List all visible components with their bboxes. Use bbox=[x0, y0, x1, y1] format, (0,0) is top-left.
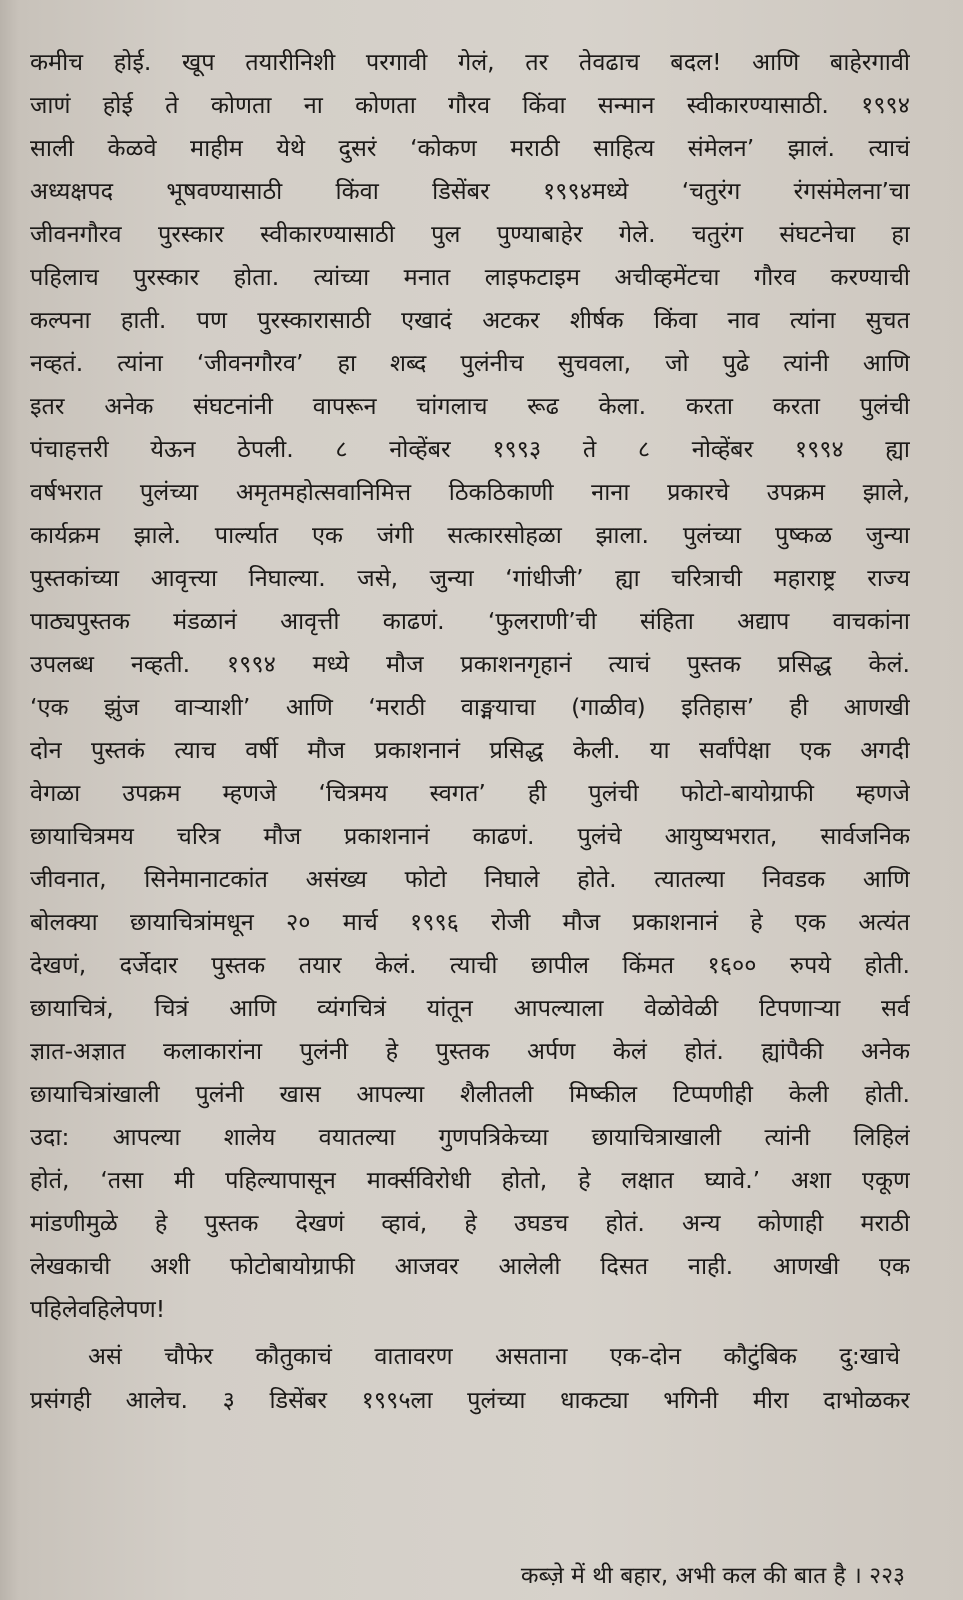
text-line: कमीच होई. खूप तयारीनिशी परगावी गेलं, तर तेवढाच बदल! आणि बाहेरगावी bbox=[30, 48, 910, 76]
text-line: वर्षभरात पुलंच्या अमृतमहोत्सवानिमित्त ठिकठिकाणी नाना प्रकारचे उपक्रम झाले, bbox=[30, 478, 910, 506]
running-footer-page-number: कब्ज़े में थी बहार, अभी कल की बात है । २२३ bbox=[520, 1563, 905, 1589]
text-line: ‘एक झुंज वाऱ्याशी’ आणि ‘मराठी वाङ्मयाचा (गाळीव) इतिहास’ ही आणखी bbox=[30, 693, 910, 721]
text-line: पहिलाच पुरस्कार होता. त्यांच्या मनात लाइफटाइम अचीव्हमेंटचा गौरव करण्याची bbox=[30, 263, 910, 291]
text-line: उपलब्ध नव्हती. १९९४ मध्ये मौज प्रकाशनगृहानं त्याचं पुस्तक प्रसिद्ध केलं. bbox=[30, 650, 910, 678]
text-line: छायाचित्रांखाली पुलंनी खास आपल्या शैलीतली मिष्कील टिप्पणीही केली होती. bbox=[30, 1080, 910, 1108]
text-line: उदा: आपल्या शालेय वयातल्या गुणपत्रिकेच्या छायाचित्राखाली त्यांनी लिहिलं bbox=[30, 1123, 910, 1151]
text-line: दोन पुस्तकं त्याच वर्षी मौज प्रकाशनानं प्रसिद्ध केली. या सर्वांपेक्षा एक अगदी bbox=[30, 736, 910, 764]
text-line: इतर अनेक संघटनांनी वापरून चांगलाच रूढ केला. करता करता पुलंची bbox=[30, 392, 910, 420]
text-line: पुस्तकांच्या आवृत्त्या निघाल्या. जसे, जुन्या ‘गांधीजी’ ह्या चरित्राची महाराष्ट्र राज्य bbox=[30, 564, 910, 592]
text-line: देखणं, दर्जेदार पुस्तक तयार केलं. त्याची छापील किंमत १६०० रुपये होती. bbox=[30, 951, 910, 979]
text-line: कल्पना हाती. पण पुरस्कारासाठी एखादं अटकर शीर्षक किंवा नाव त्यांना सुचत bbox=[30, 306, 910, 334]
text-line: बोलक्या छायाचित्रांमधून २० मार्च १९९६ रोजी मौज प्रकाशनानं हे एक अत्यंत bbox=[30, 908, 910, 936]
text-line: जाणं होई ते कोणता ना कोणता गौरव किंवा सन्मान स्वीकारण्यासाठी. १९९४ bbox=[30, 91, 910, 119]
text-line: कार्यक्रम झाले. पार्ल्यात एक जंगी सत्कारसोहळा झाला. पुलंच्या पुष्कळ जुन्या bbox=[30, 521, 910, 549]
text-line: नव्हतं. त्यांना ‘जीवनगौरव’ हा शब्द पुलंनीच सुचवला, जो पुढे त्यांनी आणि bbox=[30, 349, 910, 377]
text-line: छायाचित्रं, चित्रं आणि व्यंगचित्रं यांतून आपल्याला वेळोवेळी टिपणाऱ्या सर्व bbox=[30, 994, 910, 1022]
text-line: जीवनगौरव पुरस्कार स्वीकारण्यासाठी पुल पुण्याबाहेर गेले. चतुरंग संघटनेचा हा bbox=[30, 220, 910, 248]
text-line: प्रसंगही आलेच. ३ डिसेंबर १९९५ला पुलंच्या धाकट्या भगिनी मीरा दाभोळकर bbox=[30, 1386, 910, 1414]
text-line: पंचाहत्तरी येऊन ठेपली. ८ नोव्हेंबर १९९३ ते ८ नोव्हेंबर १९९४ ह्या bbox=[30, 435, 910, 463]
text-line: अध्यक्षपद भूषवण्यासाठी किंवा डिसेंबर १९९४मध्ये ‘चतुरंग रंगसंमेलना’चा bbox=[30, 177, 910, 205]
text-line: छायाचित्रमय चरित्र मौज प्रकाशनानं काढणं. पुलंचे आयुष्यभरात, सार्वजनिक bbox=[30, 822, 910, 850]
text-line: साली केळवे माहीम येथे दुसरं ‘कोकण मराठी साहित्य संमेलन’ झालं. त्याचं bbox=[30, 134, 910, 162]
text-line: पहिलेवहिलेपण! bbox=[30, 1295, 166, 1323]
text-line: वेगळा उपक्रम म्हणजे ‘चित्रमय स्वगत’ ही पुलंची फोटो-बायोग्राफी म्हणजे bbox=[30, 779, 910, 807]
text-line: पाठ्यपुस्तक मंडळानं आवृत्ती काढणं. ‘फुलराणी’ची संहिता अद्याप वाचकांना bbox=[30, 607, 910, 635]
text-line: मांडणीमुळे हे पुस्तक देखणं व्हावं, हे उघडच होतं. अन्य कोणाही मराठी bbox=[30, 1209, 910, 1237]
text-line: जीवनात, सिनेमानाटकांत असंख्य फोटो निघाले होते. त्यातल्या निवडक आणि bbox=[30, 865, 910, 893]
text-line: होतं, ‘तसा मी पहिल्यापासून मार्क्सविरोधी होतो, हे लक्षात घ्यावे.’ अशा एकूण bbox=[30, 1166, 910, 1194]
text-line: असं चौफेर कौतुकाचं वातावरण असताना एक-दोन कौटुंबिक दु:खाचे bbox=[88, 1342, 900, 1370]
text-line: ज्ञात-अज्ञात कलाकारांना पुलंनी हे पुस्तक अर्पण केलं होतं. ह्यांपैकी अनेक bbox=[30, 1037, 910, 1065]
text-line: लेखकाची अशी फोटोबायोग्राफी आजवर आलेली दिसत नाही. आणखी एक bbox=[30, 1252, 910, 1280]
